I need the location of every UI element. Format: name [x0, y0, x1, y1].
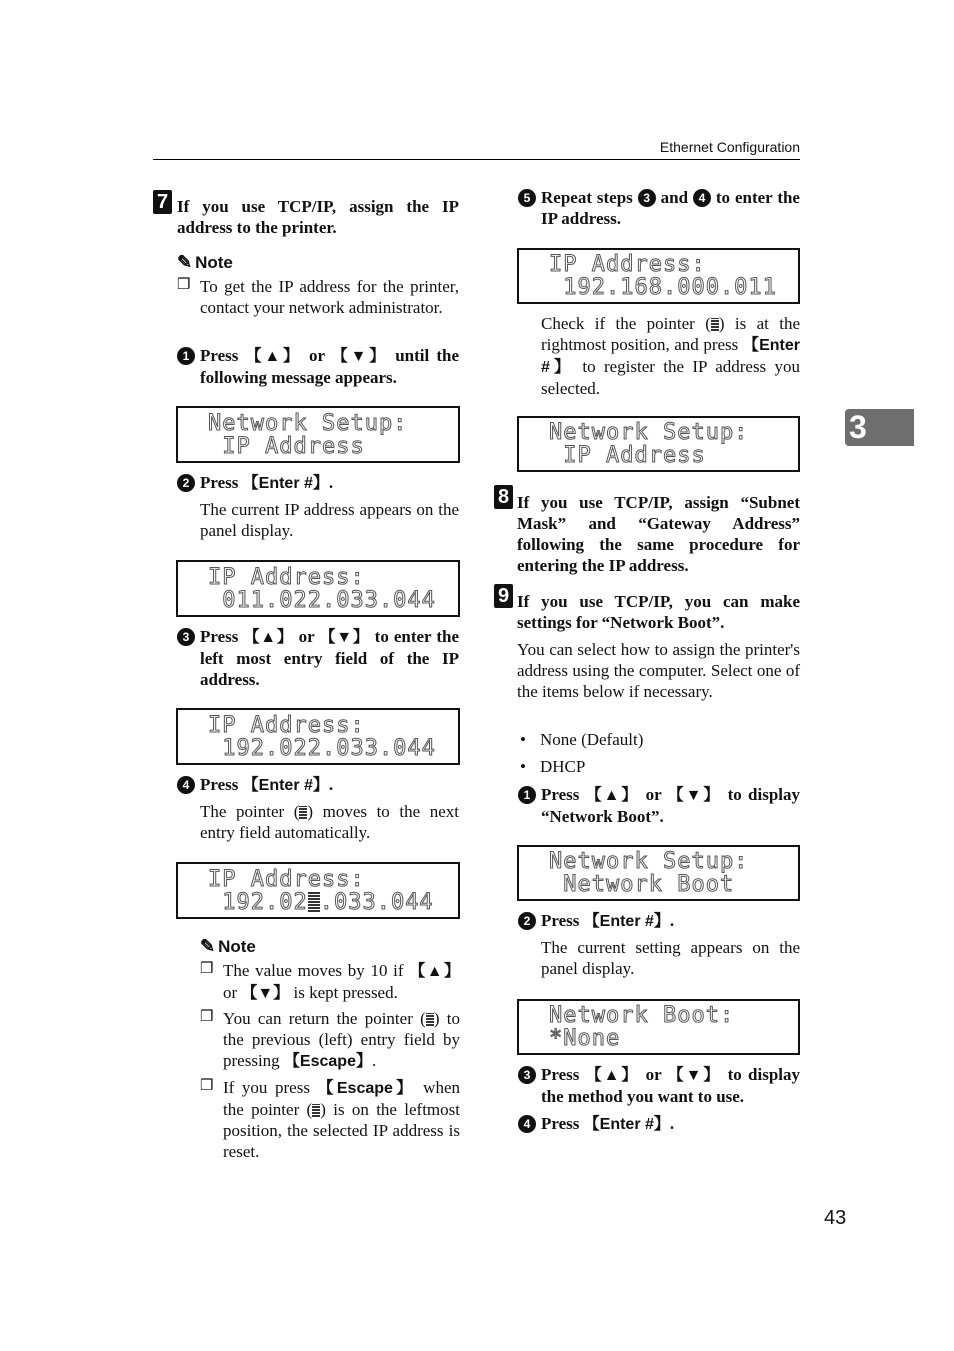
- checkbox-icon: ❒: [200, 961, 214, 977]
- step-9-number: 9: [494, 584, 513, 608]
- pointer-icon: [711, 318, 719, 331]
- step-7-text: If you use TCP/IP, assign the IP address to the printer.: [177, 197, 459, 237]
- pencil-icon: ✎: [200, 936, 216, 956]
- note-item: To get the IP address for the printer, contact your network administrator.: [200, 277, 459, 317]
- lcd-line-2: IP Address: [549, 443, 706, 468]
- lcd-line-1: Network Setup:: [549, 849, 749, 874]
- lcd-line-2: 011.022.033.044: [208, 588, 436, 613]
- lcd-line-1: IP Address:: [549, 252, 706, 277]
- lcd-line-2: 192.022.033.044: [208, 736, 436, 761]
- substep-number: 2: [518, 912, 536, 930]
- substep-9-4-text: Press 【Enter #】.: [541, 1114, 675, 1133]
- lcd-panel: [517, 248, 800, 304]
- lcd-panel: [517, 999, 800, 1055]
- checkbox-icon: ❒: [200, 1009, 214, 1025]
- bullet-icon: •: [520, 730, 526, 749]
- running-header: Ethernet Configuration: [659, 139, 800, 155]
- substep-number: 3: [518, 1066, 536, 1084]
- chapter-tab-label: 3: [849, 409, 867, 445]
- note-heading: ✎ Note: [200, 936, 256, 956]
- substep-number: 5: [518, 189, 536, 207]
- substep-9-2-text: Press 【Enter #】.: [541, 911, 675, 930]
- lcd-panel: [517, 845, 800, 901]
- substep-9-2-body: The current setting appears on the panel display.: [541, 938, 800, 978]
- list-item: None (Default): [540, 730, 644, 749]
- checkbox-icon: ❒: [177, 277, 191, 293]
- lcd-line-2: IP Address: [208, 434, 365, 459]
- step-8-number: 8: [494, 485, 513, 509]
- step-7-number: 7: [153, 190, 172, 214]
- substep-2-text: Press 【Enter #】.: [200, 473, 334, 492]
- bullet-icon: •: [520, 757, 526, 776]
- chapter-tab: [845, 409, 914, 446]
- substep-9-1-text: Press 【▲】 or 【▼】 to display “Network Boot”.: [541, 785, 800, 826]
- lcd-line-2: *None: [549, 1026, 621, 1051]
- lcd-panel: [176, 708, 460, 765]
- pointer-icon: [426, 1013, 434, 1026]
- pencil-icon: ✎: [177, 252, 193, 272]
- substep-4-text: Press 【Enter #】.: [200, 775, 334, 794]
- substep-5-text: Repeat steps 3 and 4 to enter the IP address.: [541, 188, 800, 228]
- substep-4-body: The pointer ( ) moves to the next entry field automatically.: [200, 802, 459, 842]
- substep-3-text: Press 【▲】 or 【▼】 to enter the left most entry field of the IP address.: [200, 627, 459, 689]
- substep-number: 2: [177, 474, 195, 492]
- lcd-line-1: IP Address:: [208, 565, 365, 590]
- note-item: You can return the pointer ( ) to the previous (left) entry field by pressing 【Escape】.: [223, 1009, 460, 1070]
- header-rule: [153, 159, 800, 160]
- substep-number: 4: [518, 1115, 536, 1133]
- lcd-line-1: Network Boot:: [549, 1003, 735, 1028]
- substep-5-body: Check if the pointer ( ) is at the rightmost position, and press 【Enter #】 to register the IP address you selected.: [541, 314, 801, 398]
- note-item: If you press 【Escape】 when the pointer ( ) is on the leftmost position, the selected IP address is reset.: [223, 1078, 461, 1161]
- lcd-line-1: Network Setup:: [208, 411, 408, 436]
- substep-number: 4: [177, 776, 195, 794]
- lcd-line-1: IP Address:: [208, 713, 365, 738]
- lcd-line-2: 192.168.000.011: [549, 275, 777, 300]
- substep-number: 3: [177, 628, 195, 646]
- note-heading: ✎ Note: [177, 252, 233, 272]
- lcd-panel: [176, 862, 460, 919]
- lcd-line-2: 192.02 .033.044: [208, 890, 434, 915]
- pointer-icon: [308, 892, 320, 912]
- substep-number: 1: [518, 786, 536, 804]
- note-item: The value moves by 10 if 【▲】 or 【▼】 is kept pressed.: [223, 961, 460, 1002]
- lcd-line-2: Network Boot: [549, 872, 735, 897]
- list-item: DHCP: [540, 757, 586, 776]
- lcd-line-1: Network Setup:: [549, 420, 749, 445]
- lcd-panel: [176, 560, 460, 617]
- lcd-panel: [517, 416, 800, 472]
- step-8-text: If you use TCP/IP, assign “Subnet Mask” and “Gateway Address” following the same procedure for entering the IP address.: [517, 493, 800, 575]
- substep-9-3-text: Press 【▲】 or 【▼】 to display the method you want to use.: [541, 1065, 800, 1106]
- substep-number: 1: [177, 347, 195, 365]
- substep-2-body: The current IP address appears on the panel display.: [200, 500, 459, 540]
- lcd-line-1: IP Address:: [208, 867, 365, 892]
- page-number: 43: [824, 1207, 847, 1229]
- step-9-body: You can select how to assign the printer's address using the computer. Select one of the items below if necessary.: [517, 640, 800, 701]
- step-9-text: If you use TCP/IP, you can make settings for “Network Boot”.: [517, 592, 800, 632]
- checkbox-icon: ❒: [200, 1078, 214, 1094]
- lcd-panel: [176, 406, 460, 463]
- substep-1-text: Press 【▲】 or 【▼】 until the following message appears.: [200, 346, 459, 387]
